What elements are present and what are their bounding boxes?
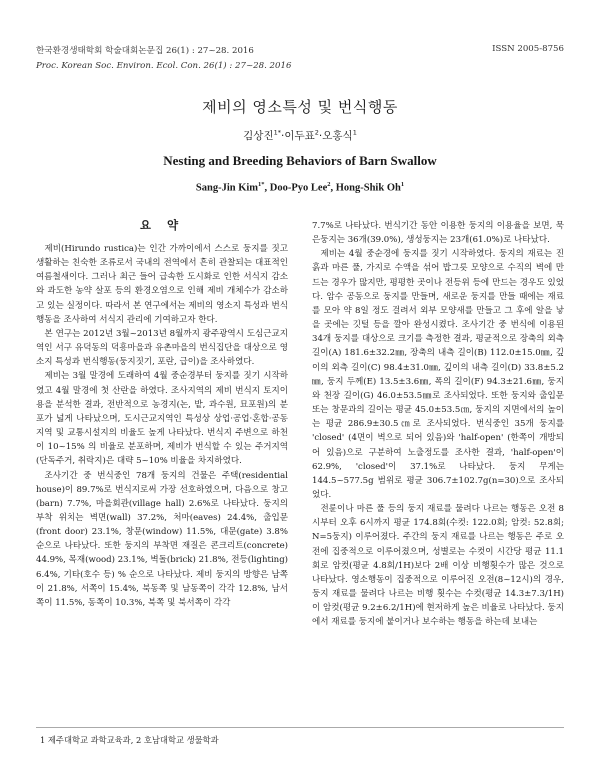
authors-en: Sang-Jin Kim$^{1*}$, Doo-Pyo Lee$^2$, Hong-Shik Oh$^1$ bbox=[195, 181, 405, 194]
journal-citation-ko: 한국환경생태학회 학술대회논문집 26(1) : 27~28. 2016 bbox=[36, 46, 254, 56]
journal-citation-en: Proc. Korean Soc. Environ. Ecol. Con. 26(1) : 27~28. 2016 bbox=[36, 61, 292, 71]
left-column bbox=[36, 242, 288, 610]
issn: ISSN 2005-8756 bbox=[492, 44, 564, 54]
paragraph: 전륜이나 마른 풀 등의 둥지 재료를 물려다 나르는 행동은 오전 8시부터 오후 6시까지 평균 174.8회(수컷: 122.0회; 암컷: 52.8회; N=5둥지) 이루어졌다. 주간의 둥지 재료를 나르는 행동은 주로 오전에 집중적으로 이루어졌으며, 성별로는 수컷이 시간당 평균 11.1회로 암컷(평균 4.8회/1H)보다 2배 이상 비행횟수가 많은 것으로 나타났다. 영소행동이 집중적으로 이루어진 오전(8~12시)의 경우, 둥지 재료를 물려다 나르는 비행 횟수는 수컷(평균 14.3±7.3/1H)이 암컷(평균 9.2±6.2/1H)에 현저하게 높은 비율로 나타났다. 둥지에서 재료를 둥지에 붙이거나 보수하는 행동을 하는데 보내는 bbox=[312, 504, 564, 628]
paragraph: 조사기간 중 번식중인 78개 둥지의 건물은 주택(residential house)이 89.7%로 번식지로써 가장 선호하였으며, 다음으로 창고(barn) 7.7%, 마을회관(village hall) 2.6%로 나타났다. 둥지의 부착 위치는 벽면(wall) 37.2%, 처마(eaves) 24.4%, 출입문(front door) 23.1%, 창문(window) 11.5%, 대문(gate) 3.8% 순으로 나타났다. 또한 둥지의 부착면 재질은 콘크리트(concrete) 44.9%, 목재(wood) 23.1%, 벽돌(brick) 21.8%, 전등(lighting) 6.4%, 기타(호수 등) % 순으로 나타났다. 제비 둥지의 방향은 남쪽이 21.8%, 서쪽이 15.4%, 북동쪽 및 남동쪽이 각각 12.8%, 남서쪽이 11.5%, 동쪽이 10.3%, 북쪽 및 북서쪽이 각각 bbox=[36, 470, 288, 608]
footnote-divider bbox=[36, 727, 564, 728]
paragraph: 본 연구는 2012년 3월~2013년 8월까지 광주광역시 도심근교지역인 서구 유덕동의 덕흥마을과 유촌마을의 번식집단을 대상으로 영소지 특성과 번식행동(둥지짓기, 포란, 급이)을 조사하였다. bbox=[36, 328, 288, 368]
paper-title-en: Nesting and Breeding Behaviors of Barn Swallow bbox=[163, 153, 437, 168]
paragraph: 제비는 3월 말경에 도래하여 4월 중순경부터 둥지를 짓기 시작하였고 4월 말경에 첫 산란을 하였다. 조사지역의 제비 번식지 토지이용을 분석한 결과, 전반적으로 농경지(논, 밭, 과수원, 묘포원)의 분포가 넓게 나타났으며, 도시근교지역인 특성상 상업·공업·혼합·공동지역 및 교통시설지의 비율도 높게 나타났다. 번식지 주변으로 하천이 10~15% 의 비율로 분포하며, 제비가 번식할 수 있는 주거지역(단독주거, 취락지)은 대략 5~10% 비율을 차지하였다. bbox=[36, 371, 288, 467]
abstract-heading: 요 약 bbox=[139, 218, 185, 232]
authors-ko: 김상진$^{1*}$·이두표$^2$·오홍식$^1$ bbox=[243, 128, 357, 142]
journal-header bbox=[36, 44, 291, 74]
paragraph: 7.7%로 나타났다. 번식기간 동안 이용한 둥지의 이용율을 보면, 묵은둥지는 36개(39.0%), 생성둥지는 23개(61.0%)로 나타났다. bbox=[312, 221, 564, 246]
paper-title-ko: 제비의 영소특성 및 번식행동 bbox=[202, 98, 398, 116]
affiliation-footnote: 1 제주대학교 과학교육과, 2 호남대학교 생물학과 bbox=[40, 735, 219, 745]
paragraph: 제비(Hirundo rustica)는 인간 가까이에서 스스로 둥지를 짓고 생활하는 친숙한 조류로서 국내의 전역에서 흔히 관찰되는 대표적인 여름철새이다. 그러나 최근 들어 급속한 도시화로 인한 서식지 감소와 과도한 농약 살포 등의 환경오염으로 인해 제비 개체수가 감소하고 있는 실정이다. 따라서 본 연구에서는 제비의 영소지 특성과 번식행동을 조사하여 서식지 관리에 기여하고자 한다. bbox=[36, 244, 288, 325]
right-column bbox=[312, 219, 564, 630]
paragraph: 제비는 4월 중순경에 둥지를 짓기 시작하였다. 둥지의 재료는 진흙과 마른 풀, 가지로 수액을 섞어 밥그릇 모양으로 수직의 벽에 만드는 경우가 많지만, 평평한 곳이나 전등위 등에 만드는 경우도 있었다. 암수 공동으로 둥지를 만들며, 새로운 둥지를 만들 때에는 재료를 모아 약 8일 정도 걸려서 외부 모양새를 만들고 그 후에 알을 낳을 곳에는 깃털 등을 깔아 완성시켰다. 조사기간 중 번식에 이용된 34개 둥지를 대상으로 크기를 측정한 결과, 평균적으로 장축의 외측 길이(A) 181.6±32.2㎜, 장축의 내측 길이(B) 112.0±15.0㎜, 깊이의 외측 길이(C) 98.4±31.0㎜, 깊이의 내측 길이(D) 33.8±5.2㎜, 둥지 두께(E) 13.5±3.6㎜, 폭의 길이(F) 94.3±21.6㎜, 둥지와 천장 길이(G) 46.0±53.5㎜로 조사되었다. 또한 둥지와 출입문 또는 창문과의 길이는 평균 45.0±53.5㎝, 둥지의 지면에서의 높이는 평균 286.9±30.5㎝로 조사되었다. 번식중인 35개 둥지를 'closed' (4면이 벽으로 되어 있음)와 'half-open' (한쪽이 개방되어 있음)으로 구분하여 노출정도를 조사한 결과, 'half-open'이 62.9%, 'closed'이 37.1%로 나타났다. 둥지 무게는 144.5~577.5g 범위로 평균 306.7±102.7g(n=30)으로 조사되었다. bbox=[312, 249, 564, 500]
